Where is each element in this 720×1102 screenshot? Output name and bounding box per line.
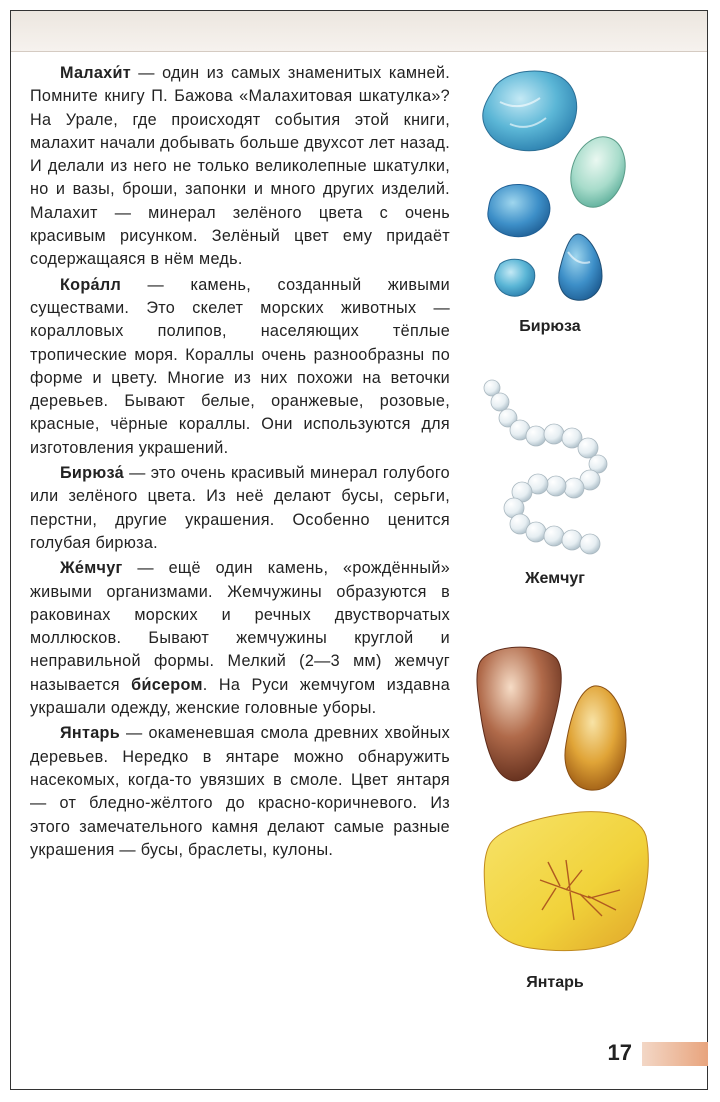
turquoise-stone-oval (562, 130, 634, 215)
term-beads: би́сером (131, 675, 203, 694)
term-turquoise: Бирюза́ (60, 464, 124, 483)
pearl-illustration (470, 370, 640, 570)
paragraph-text: . На Руси жемчугом издавна украшали одежду, женские головные уборы. (30, 675, 450, 718)
paragraph-pearl (30, 557, 450, 720)
term-pearl: Же́мчуг (60, 559, 123, 578)
paragraph-text: — ещё один камень, «рождённый» живыми организмами. Жемчужины образуются в раковинах морских и речных двустворчатых моллюсков. Бывают жемчужины круглой и неправильной формы. Мелкий (2—3 мм) жемчуг называется (30, 559, 450, 694)
turquoise-illustration (470, 62, 670, 312)
paragraph-turquoise (30, 462, 450, 555)
amber-illustration (470, 640, 660, 960)
pearl-strand (484, 380, 607, 554)
term-amber: Янтарь (60, 724, 120, 743)
caption-turquoise: Бирюза (519, 318, 581, 335)
paragraph-text: — камень, созданный живыми существами. Это скелет морских животных — коралловых полипов, населяющих тёплые тропические моря. Кораллы очень разнообразны по форме и цвету. Многие из них похожи на веточки деревьев. Бывают белые, оранжевые, розовые, красные, чёрные кораллы. Они используются для изготовления украшений. (30, 275, 450, 457)
term-coral: Кора́лл (60, 275, 122, 294)
header-band (11, 11, 707, 52)
paragraph-text: — окаменевшая смола древних хвойных деревьев. Нередко в янтаре можно обнаружить насекомых, когда-то увязших в смоле. Цвет янтаря — от бледно-жёлтого до красно-коричневого. Из этого замечательного камня делают самые разные украшения — бусы, браслеты, кулоны. (30, 724, 450, 859)
turquoise-stone-large (483, 71, 577, 151)
caption-amber: Янтарь (526, 974, 584, 991)
page-tab (642, 1042, 708, 1066)
paragraph-malachite (30, 62, 450, 272)
paragraph-text: — один из самых знаменитых камней. Помните книгу П. Бажова «Малахитовая шкатулка»? На Урале, где происходят события этой книги, малахит начали добывать больше двухсот лет назад. И делали из него не только великолепные шкатулки, но и вазы, броши, запонки и много других изделий. Малахит — минерал зелёного цвета с очень красивым рисунком. Зелёный цвет ему придаёт содержащаяся в нём медь. (30, 64, 450, 269)
paragraph-text: — это очень красивый минерал голубого или зелёного цвета. Из неё делают бусы, серьги, перстни, другие украшения. Особенно ценится голубая бирюза. (30, 464, 450, 552)
page-number: 17 (607, 1040, 632, 1065)
turquoise-stone-small (495, 259, 535, 296)
paragraph-coral (30, 274, 450, 460)
turquoise-stone-medium (488, 184, 550, 236)
turquoise-stone-drop (559, 234, 602, 300)
paragraph-amber (30, 722, 450, 862)
text-column (30, 62, 450, 864)
term-malachite: Малахи́т (60, 64, 131, 82)
amber-stone-block (484, 812, 648, 951)
caption-pearl: Жемчуг (525, 570, 585, 587)
amber-stone-brown (477, 647, 561, 781)
amber-stone-drop (565, 686, 626, 790)
